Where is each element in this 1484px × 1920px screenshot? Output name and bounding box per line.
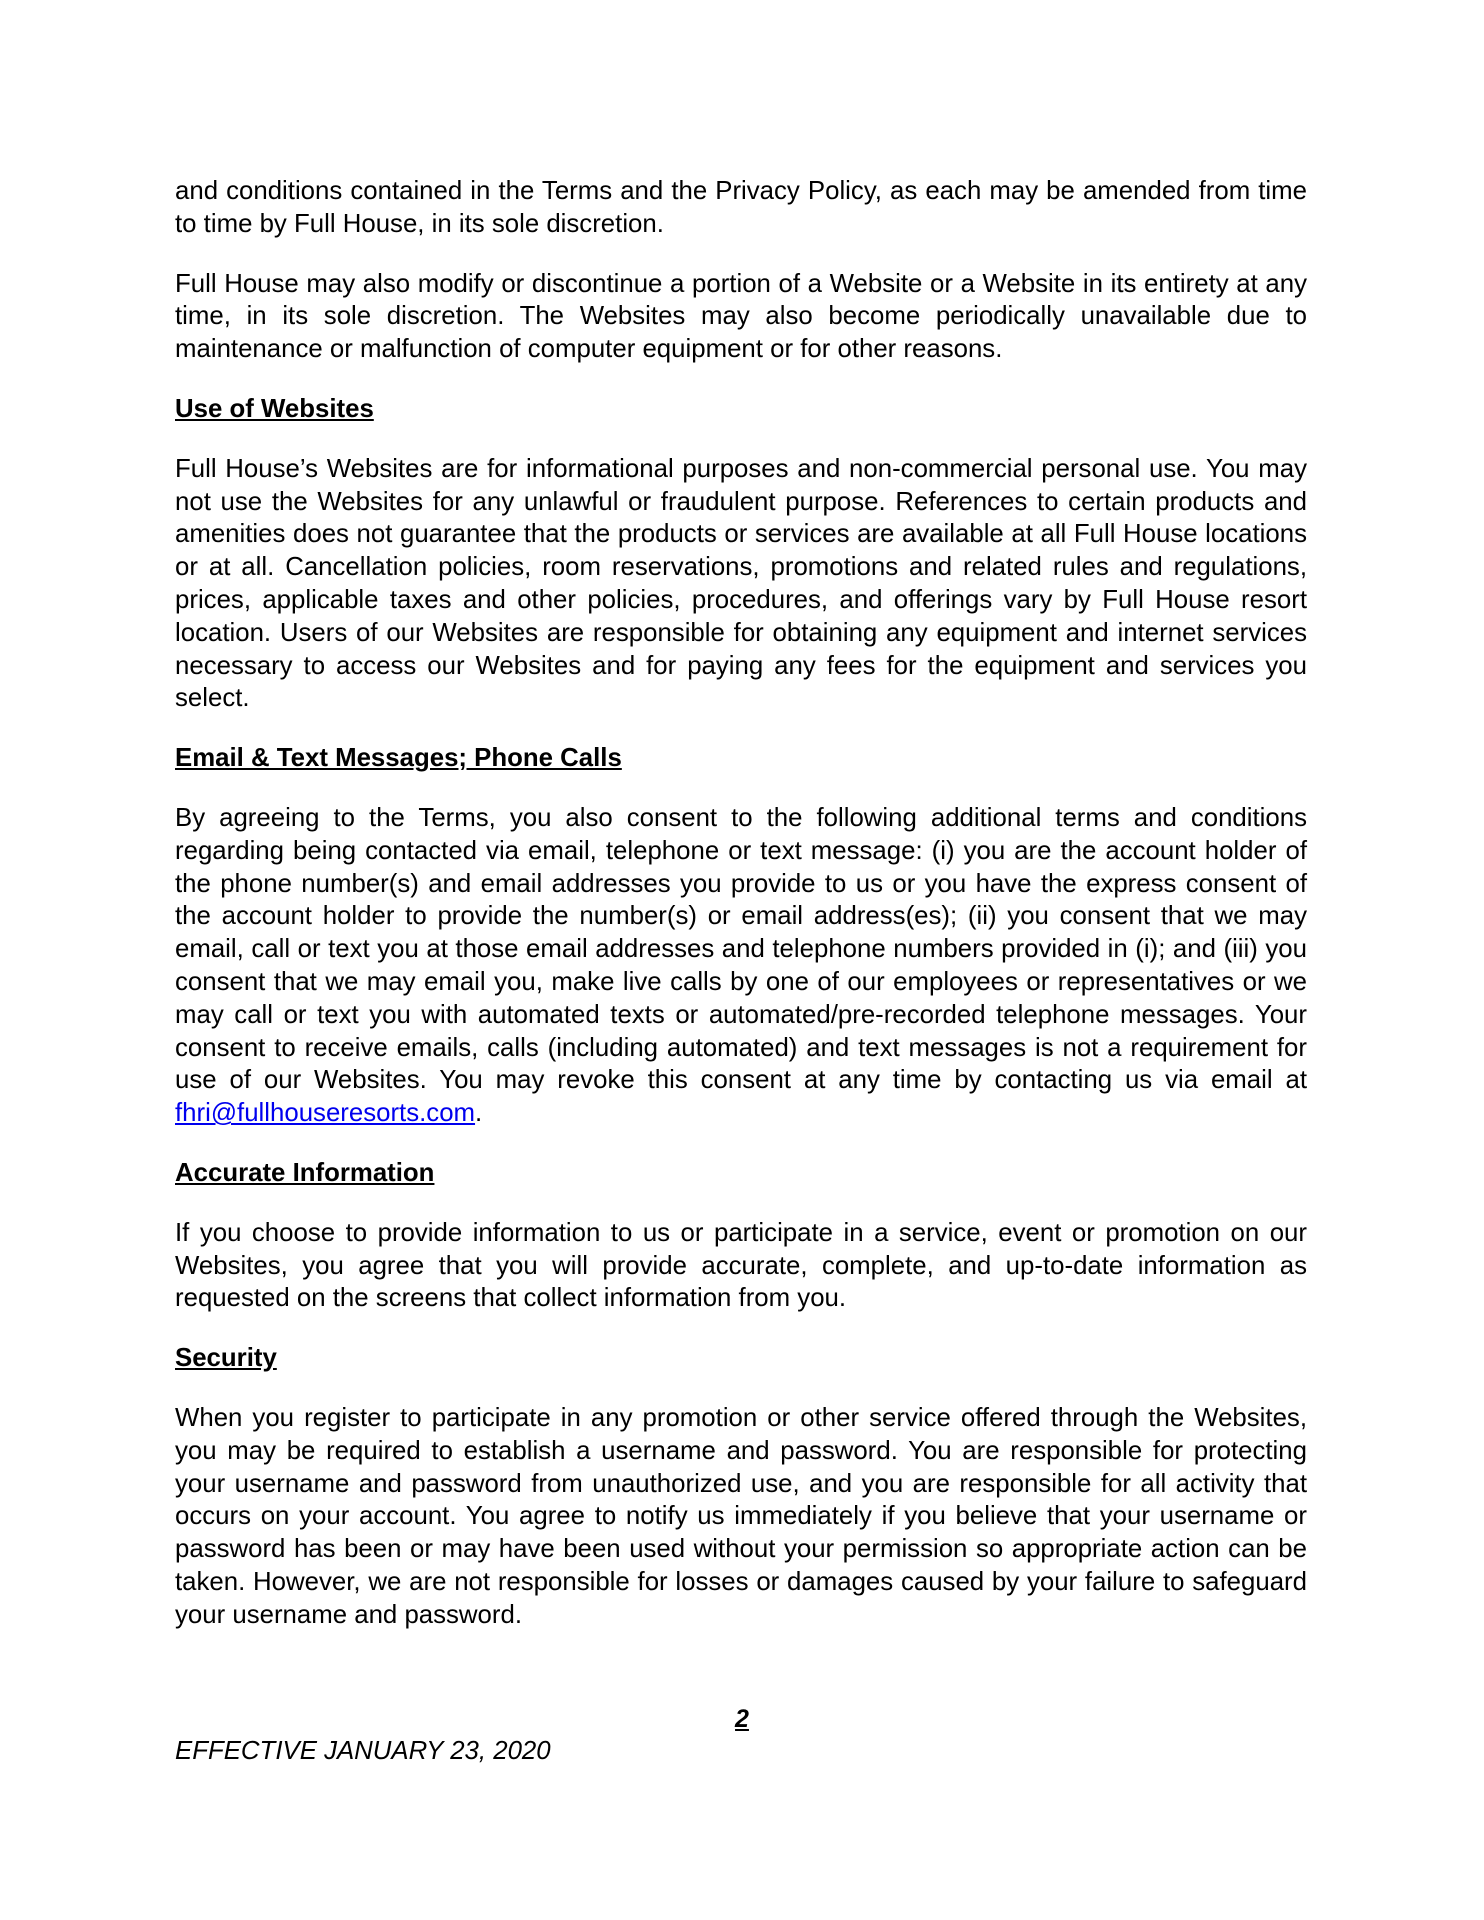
accurate-information-paragraph: If you choose to provide information to us or participate in a service, event or promotion on our Websites, you agree that you will provide accurate, complete, and up-to-date information as requested on the screens that collect information from you. xyxy=(175,1218,1307,1313)
document-body xyxy=(175,175,1307,1658)
email-text-paragraph xyxy=(175,802,1307,1130)
intro-paragraph-2: Full House may also modify or discontinue a portion of a Website or a Website in its entirety at any time, in its sole discretion. The Websites may also become periodically unavailable due to maintenance or malfunction of computer equipment or for other reasons. xyxy=(175,269,1307,364)
intro-paragraph-1: and conditions contained in the Terms and the Privacy Policy, as each may be amended from time to time by Full House, in its sole discretion. xyxy=(175,177,1307,238)
security-heading: Security xyxy=(175,1344,277,1373)
email-text-body: By agreeing to the Terms, you also consent to the following additional terms and conditions regarding being contacted via email, telephone or text message: (i) you are the account holder of the phone number(s) and email addresses you provide to us or you have the express consent of the account holder to provide the number(s) or email address(es); (ii) you consent that we may email, call or text you at those email addresses and telephone numbers provided in (i); and (iii) you consent that we may email you, make live calls by one of our employees or representatives or we may call or text you with automated texts or automated/pre-recorded telephone messages. Your consent to receive emails, calls (including automated) and text messages is not a requirement for use of our Websites. You may revoke this consent at any time by contacting us via email at xyxy=(175,803,1307,1095)
page-number: 2 xyxy=(735,1705,749,1733)
use-of-websites-heading: Use of Websites xyxy=(175,394,374,423)
use-of-websites-paragraph: Full House’s Websites are for informational purposes and non-commercial personal use. You may not use the Websites for any unlawful or fraudulent purpose. References to certain products and amenities does not guarantee that the products or services are available at all Full House locations or at all. Cancellation policies, room reservations, promotions and related rules and regulations, prices, applicable taxes and other policies, procedures, and offerings vary by Full House resort location. Users of our Websites are responsible for obtaining any equipment and internet services necessary to access our Websites and for paying any fees for the equipment and services you select. xyxy=(175,454,1307,713)
email-text-end: . xyxy=(475,1099,483,1128)
email-text-heading: Email & Text Messages; Phone Calls xyxy=(175,744,622,773)
security-paragraph: When you register to participate in any promotion or other service offered through the Websites, you may be required to establish a username and password. You are responsible for protecting your username and password from unauthorized use, and you are responsible for all activity that occurs on your account. You agree to notify us immediately if you believe that your username or password has been or may have been used without your permission so appropriate action can be taken. However, we are not responsible for losses or damages caused by your failure to safeguard your username and password. xyxy=(175,1403,1307,1629)
accurate-information-heading: Accurate Information xyxy=(175,1158,435,1187)
effective-date-footer: EFFECTIVE JANUARY 23, 2020 xyxy=(175,1737,551,1765)
email-link[interactable]: fhri@fullhouseresorts.com xyxy=(175,1099,476,1128)
